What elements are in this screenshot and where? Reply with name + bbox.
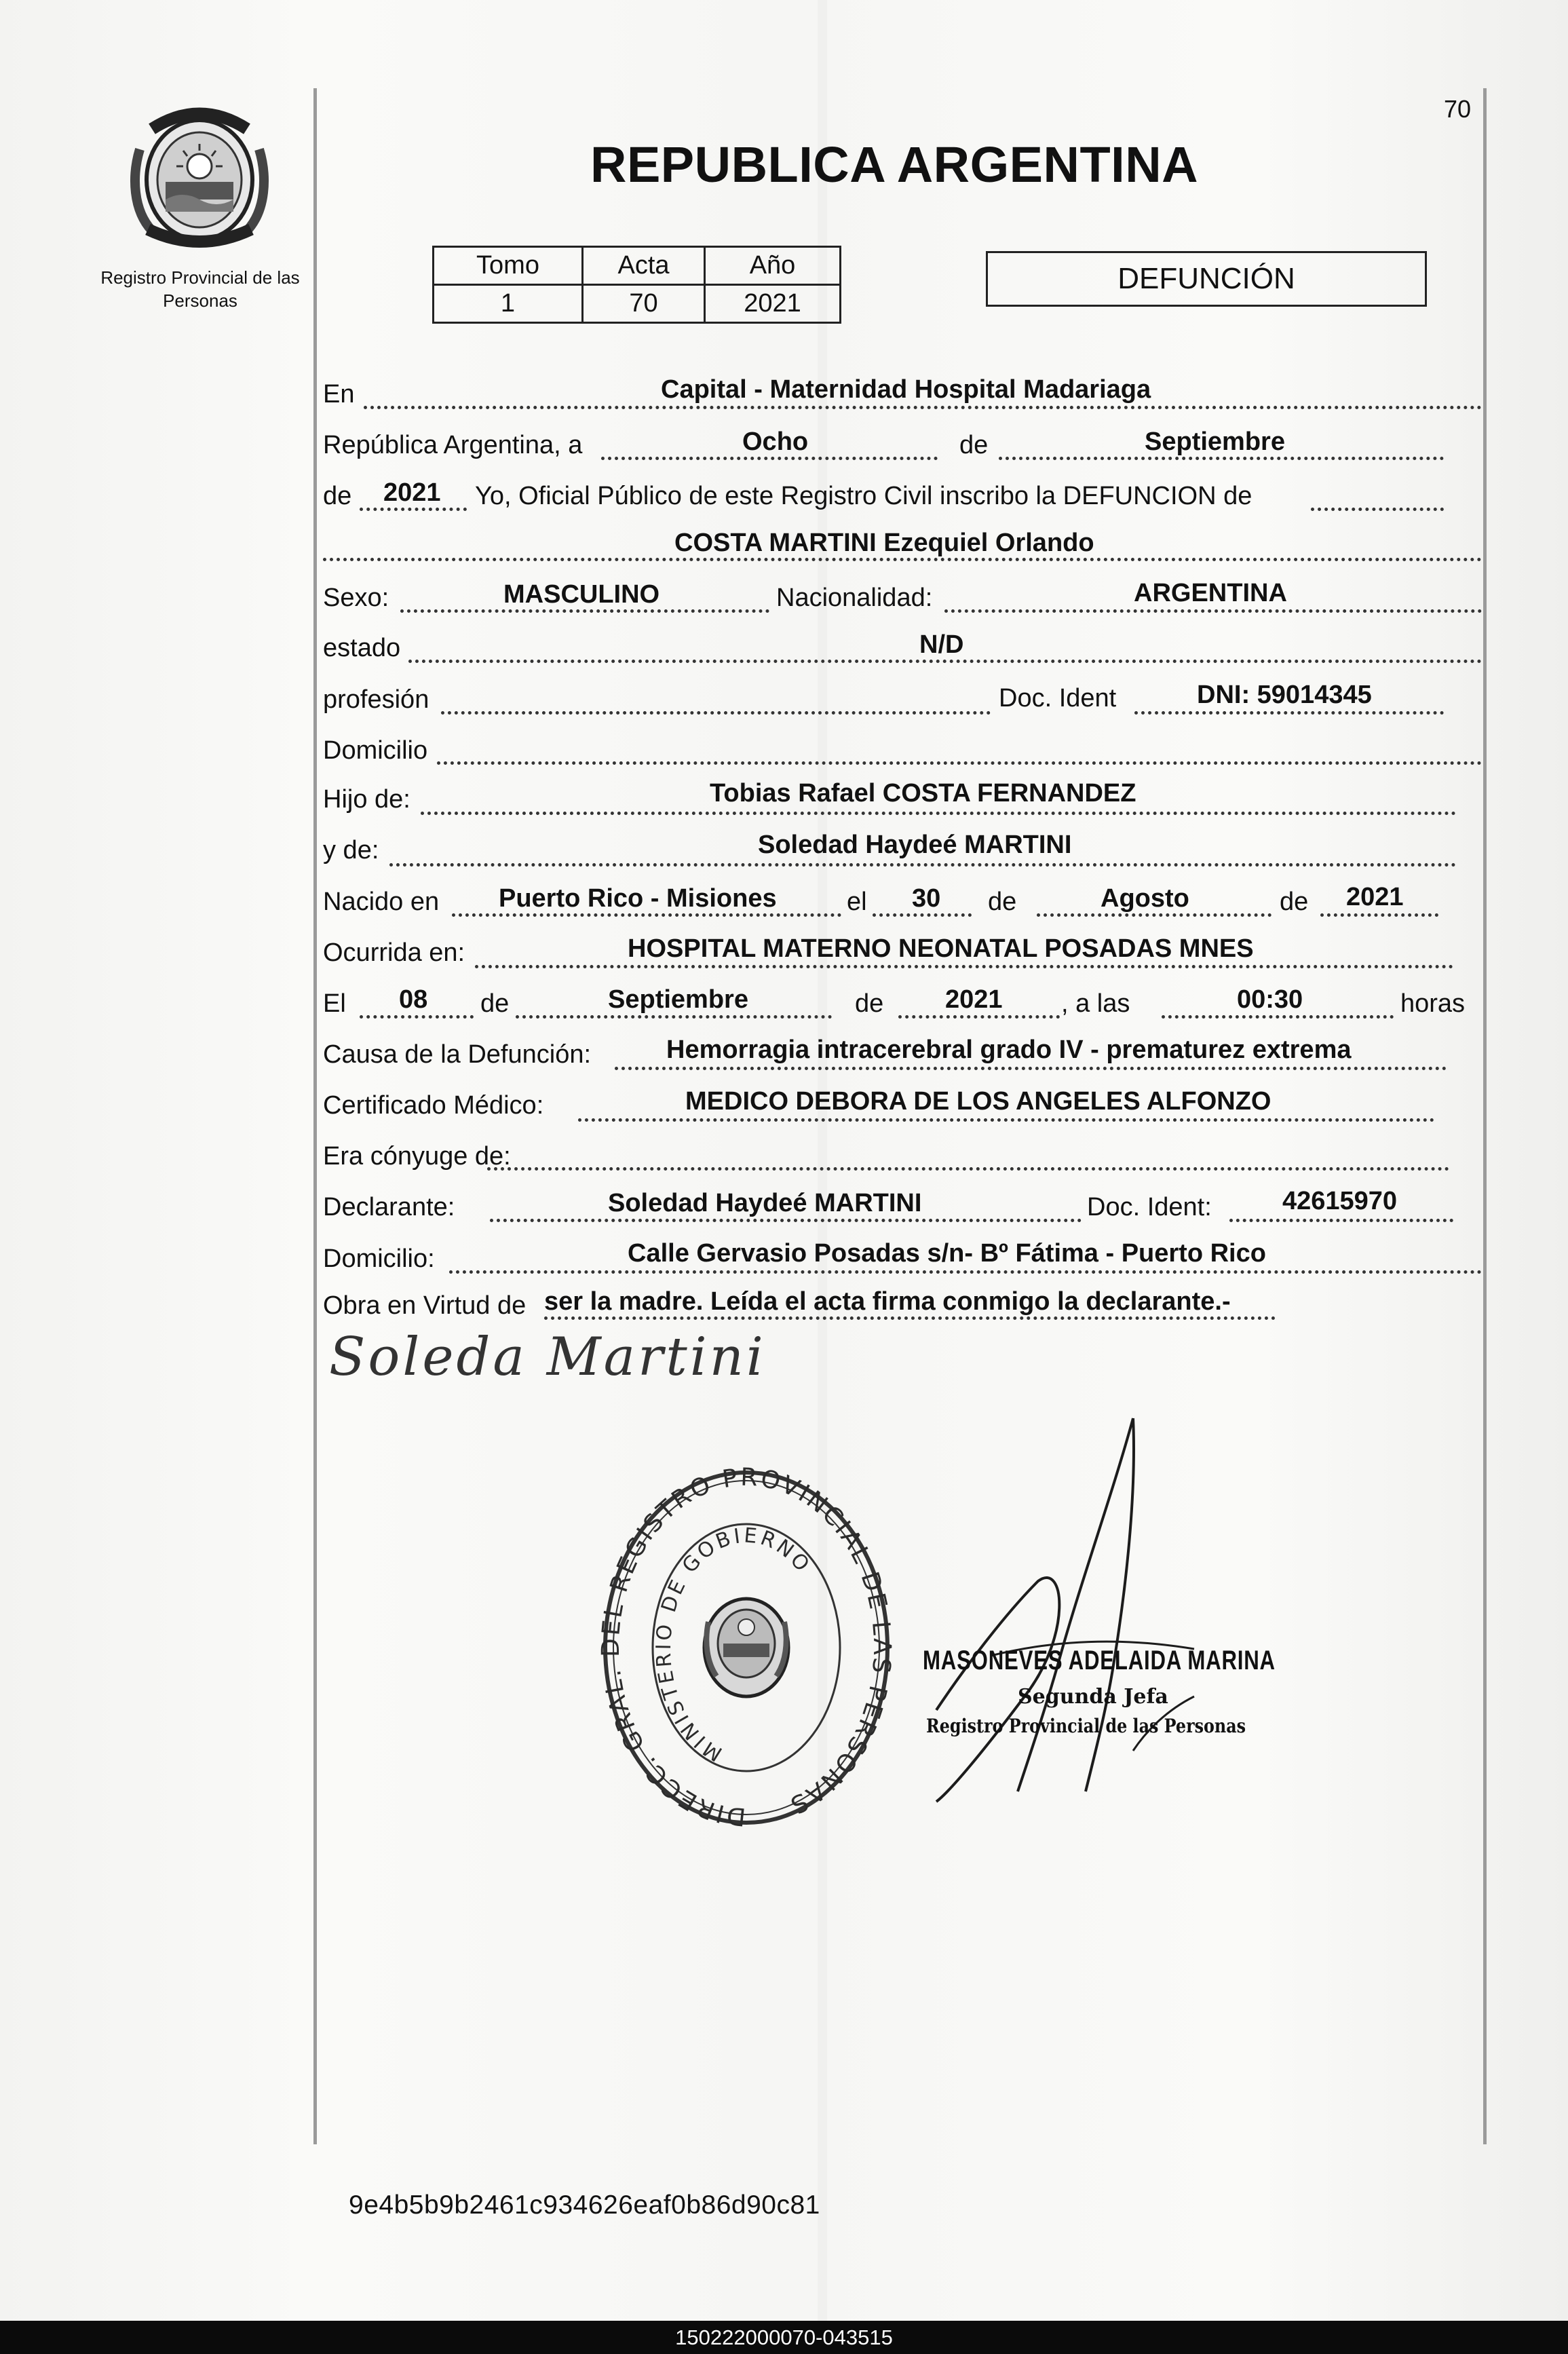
de-label: de [988, 888, 1017, 916]
death-time-value: 00:30 [1237, 985, 1303, 1014]
acta-value: 70 [583, 285, 705, 323]
year-dotted-line [360, 508, 467, 511]
sexo-label: Sexo: [323, 584, 389, 612]
paper-fold [818, 0, 827, 2321]
estado-label: estado [323, 634, 401, 662]
domicilio-label: Domicilio [323, 736, 428, 765]
doc-ident-label: Doc. Ident [999, 684, 1117, 713]
declarant-domicilio-dotted-line [449, 1270, 1482, 1274]
death-month-value: Septiembre [608, 985, 748, 1014]
declarante-label: Declarante: [323, 1193, 455, 1221]
en-label: En [323, 380, 355, 409]
declarante-dotted-line [490, 1219, 1082, 1222]
birth-day-dotted-line [873, 913, 972, 917]
nacido-place-dotted-line [452, 913, 841, 917]
declarant-name-value: Soledad Haydeé MARTINI [608, 1189, 922, 1217]
month-dotted-line [999, 457, 1444, 460]
causa-dotted-line [615, 1067, 1447, 1070]
conyuge-dotted-line [487, 1167, 1449, 1171]
anio-value: 2021 [705, 285, 841, 323]
seal-inner-text: MINISTERIO DE GOBIERNO [651, 1523, 816, 1766]
nacionalidad-dotted-line [944, 609, 1482, 613]
birth-day-value: 30 [912, 884, 941, 913]
doc-ident-dotted-line [1134, 711, 1444, 715]
birth-month-value: Agosto [1101, 884, 1189, 913]
birth-year-dotted-line [1320, 913, 1438, 917]
conyuge-label: Era cónyuge de: [323, 1142, 511, 1171]
estado-value: N/D [919, 630, 964, 659]
obra-label: Obra en Virtud de [323, 1291, 527, 1320]
inscription-text: Yo, Oficial Público de este Registro Civil inscribo la DEFUNCION de [475, 482, 1253, 510]
sexo-dotted-line [400, 609, 769, 613]
sexo-value: MASCULINO [503, 580, 660, 609]
mother-name-value: Soledad Haydeé MARTINI [758, 831, 1072, 859]
obra-value: ser la madre. Leída el acta firma conmigo la declarante.- [544, 1287, 1231, 1316]
death-month-dotted-line [516, 1015, 832, 1019]
nacionalidad-label: Nacionalidad: [776, 584, 933, 612]
declarant-signature: Soleda Martini [329, 1327, 766, 1388]
death-day-value: 08 [399, 985, 428, 1014]
record-type-box: DEFUNCIÓN [986, 251, 1427, 307]
declarant-doc-value: 42615970 [1282, 1187, 1398, 1215]
y-de-dotted-line [389, 863, 1456, 867]
registry-name: Registro Provincial de las Personas [100, 267, 300, 311]
father-name-value: Tobias Rafael COSTA FERNANDEZ [710, 779, 1136, 808]
death-day-dotted-line [360, 1015, 474, 1019]
en-dotted-line [364, 406, 1482, 409]
declarant-domicilio-label: Domicilio: [323, 1245, 435, 1273]
profesion-label: profesión [323, 685, 429, 714]
official-name-stamp: MASONEVES ADELAIDA MARINA [923, 1646, 1276, 1675]
el-label: El [323, 989, 346, 1018]
tomo-value: 1 [434, 285, 583, 323]
a-las-label: , a las [1061, 989, 1130, 1018]
birth-year-value: 2021 [1346, 883, 1404, 911]
declarant-doc-label: Doc. Ident: [1087, 1193, 1212, 1221]
ocurrida-label: Ocurrida en: [323, 938, 465, 967]
y-de-label: y de: [323, 836, 379, 865]
certificado-dotted-line [578, 1118, 1434, 1122]
declarant-doc-dotted-line [1229, 1219, 1453, 1222]
registry-seal-icon [597, 1466, 896, 1832]
domicilio-dotted-line [437, 761, 1482, 765]
birth-month-dotted-line [1037, 913, 1271, 917]
estado-dotted-line [408, 660, 1482, 663]
right-margin-rule [1483, 88, 1487, 2144]
table-row [434, 285, 841, 323]
certifying-doctor-value: MEDICO DEBORA DE LOS ANGELES ALFONZO [685, 1087, 1271, 1116]
hijo-de-label: Hijo de: [323, 785, 410, 814]
certificado-label: Certificado Médico: [323, 1091, 544, 1120]
reference-table [432, 246, 841, 324]
registration-month-value: Septiembre [1145, 428, 1285, 456]
republica-label: República Argentina, a [323, 431, 583, 459]
seal-outer-text: DIRECC. GRAL. DEL REGISTRO PROVINCIAL DE LAS PERSONAS [597, 1466, 896, 1831]
de-label: de [323, 482, 352, 510]
page-number: 70 [1444, 95, 1472, 123]
misiones-emblem-icon [125, 102, 274, 254]
ocurrida-dotted-line [475, 965, 1453, 968]
cause-of-death-value: Hemorragia intracerebral grado IV - prematurez extrema [666, 1036, 1352, 1064]
death-place-value: HOSPITAL MATERNO NEONATAL POSADAS MNES [628, 934, 1254, 963]
registration-year-value: 2021 [383, 478, 441, 507]
obra-dotted-line [544, 1316, 1276, 1320]
hijo-de-dotted-line [421, 812, 1456, 815]
acta-header: Acta [583, 247, 705, 285]
el-label: el [847, 888, 867, 916]
deceased-name-value: COSTA MARTINI Ezequiel Orlando [674, 529, 1094, 557]
declarant-address-value: Calle Gervasio Posadas s/n- Bº Fátima - Puerto Rico [628, 1239, 1266, 1268]
de-label: de [480, 989, 510, 1018]
nacido-en-label: Nacido en [323, 888, 440, 916]
birth-place-value: Puerto Rico - Misiones [499, 884, 777, 913]
document-hash: 9e4b5b9b2461c934626eaf0b86d90c81 [349, 2190, 820, 2220]
de-label: de [855, 989, 884, 1018]
official-signature [909, 1411, 1289, 1805]
causa-label: Causa de la Defunción: [323, 1040, 592, 1069]
registration-day-value: Ocho [742, 428, 809, 456]
day-dotted-line [601, 457, 938, 460]
inscription-dotted-line [1311, 508, 1444, 511]
en-value: Capital - Maternidad Hospital Madariaga [661, 375, 1151, 404]
official-role-stamp: Segunda Jefa [1018, 1685, 1168, 1709]
official-office-stamp: Registro Provincial de las Personas [926, 1715, 1246, 1737]
death-year-value: 2021 [945, 985, 1003, 1014]
table-row [434, 247, 841, 285]
doc-ident-value: DNI: 59014345 [1197, 681, 1372, 709]
tomo-header: Tomo [434, 247, 583, 285]
de-label: de [959, 431, 989, 459]
left-margin-rule [313, 88, 317, 2144]
nacionalidad-value: ARGENTINA [1134, 579, 1287, 607]
death-year-dotted-line [898, 1015, 1060, 1019]
horas-label: horas [1400, 989, 1466, 1018]
de-label: de [1280, 888, 1309, 916]
death-time-dotted-line [1162, 1015, 1394, 1019]
name-dotted-line [323, 558, 1482, 561]
barcode-number: 150222000070-043515 [675, 2325, 893, 2349]
page-title: REPUBLICA ARGENTINA [590, 136, 1199, 193]
profesion-dotted-line [441, 711, 991, 715]
anio-header: Año [705, 247, 841, 285]
